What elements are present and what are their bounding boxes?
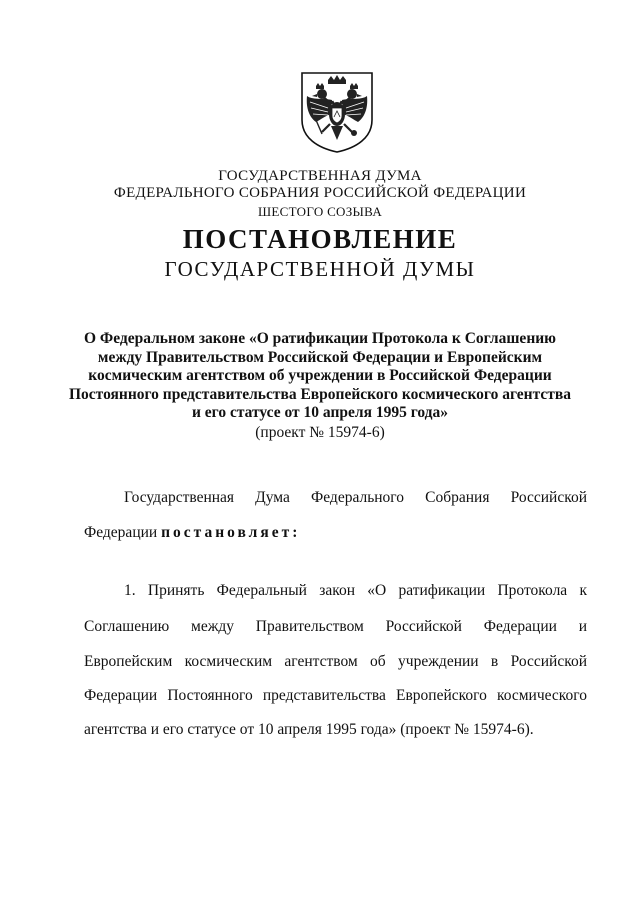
resolution-title-line: между Правительством Российской Федерации и Европейским <box>97 348 543 366</box>
item1-line: 1. Принять Федеральный закон «О ратификации Протокола к <box>124 582 587 599</box>
document-type-title: ПОСТАНОВЛЕНИЕ <box>182 224 458 254</box>
org-name-line2: ФЕДЕРАЛЬНОГО СОБРАНИЯ РОССИЙСКОЙ ФЕДЕРАЦИИ <box>113 185 527 201</box>
preamble-verb: постановляет: <box>161 524 301 541</box>
resolution-title-line: космическим агентством об учреждении в Российской Федерации <box>88 367 552 384</box>
preamble-line1: Государственная Дума Федерального Собрания Российской <box>124 489 587 506</box>
resolution-title-line: и его статусе от 10 апреля 1995 года» <box>191 404 448 421</box>
item1-line: Европейским космическим агентством об учреждении в Российской <box>84 653 587 670</box>
item1-line: агентства и его статусе от 10 апреля 1995 года» (проект № 15974-6). <box>84 721 534 738</box>
double-headed-eagle-icon <box>298 70 376 154</box>
item1-line: Федерации Постоянного представительства Европейского космического <box>84 687 587 704</box>
preamble-line2 <box>84 524 587 542</box>
item1-line: Соглашению между Правительством Российской Федерации и <box>84 618 587 635</box>
preamble-prefix: Федерации <box>84 524 162 541</box>
state-emblem <box>298 70 376 154</box>
project-number: (проект № 15974-6) <box>255 424 385 441</box>
resolution-title-line: Постоянного представительства Европейского космического агентства <box>68 385 572 403</box>
resolution-title <box>0 330 640 423</box>
resolution-title-line: О Федеральном законе «О ратификации Протокола к Соглашению <box>83 330 557 347</box>
document-type-subtitle: ГОСУДАРСТВЕННОЙ ДУМЫ <box>164 257 476 281</box>
org-name-line1: ГОСУДАРСТВЕННАЯ ДУМА <box>218 168 422 184</box>
convocation-line: ШЕСТОГО СОЗЫВА <box>257 204 383 219</box>
